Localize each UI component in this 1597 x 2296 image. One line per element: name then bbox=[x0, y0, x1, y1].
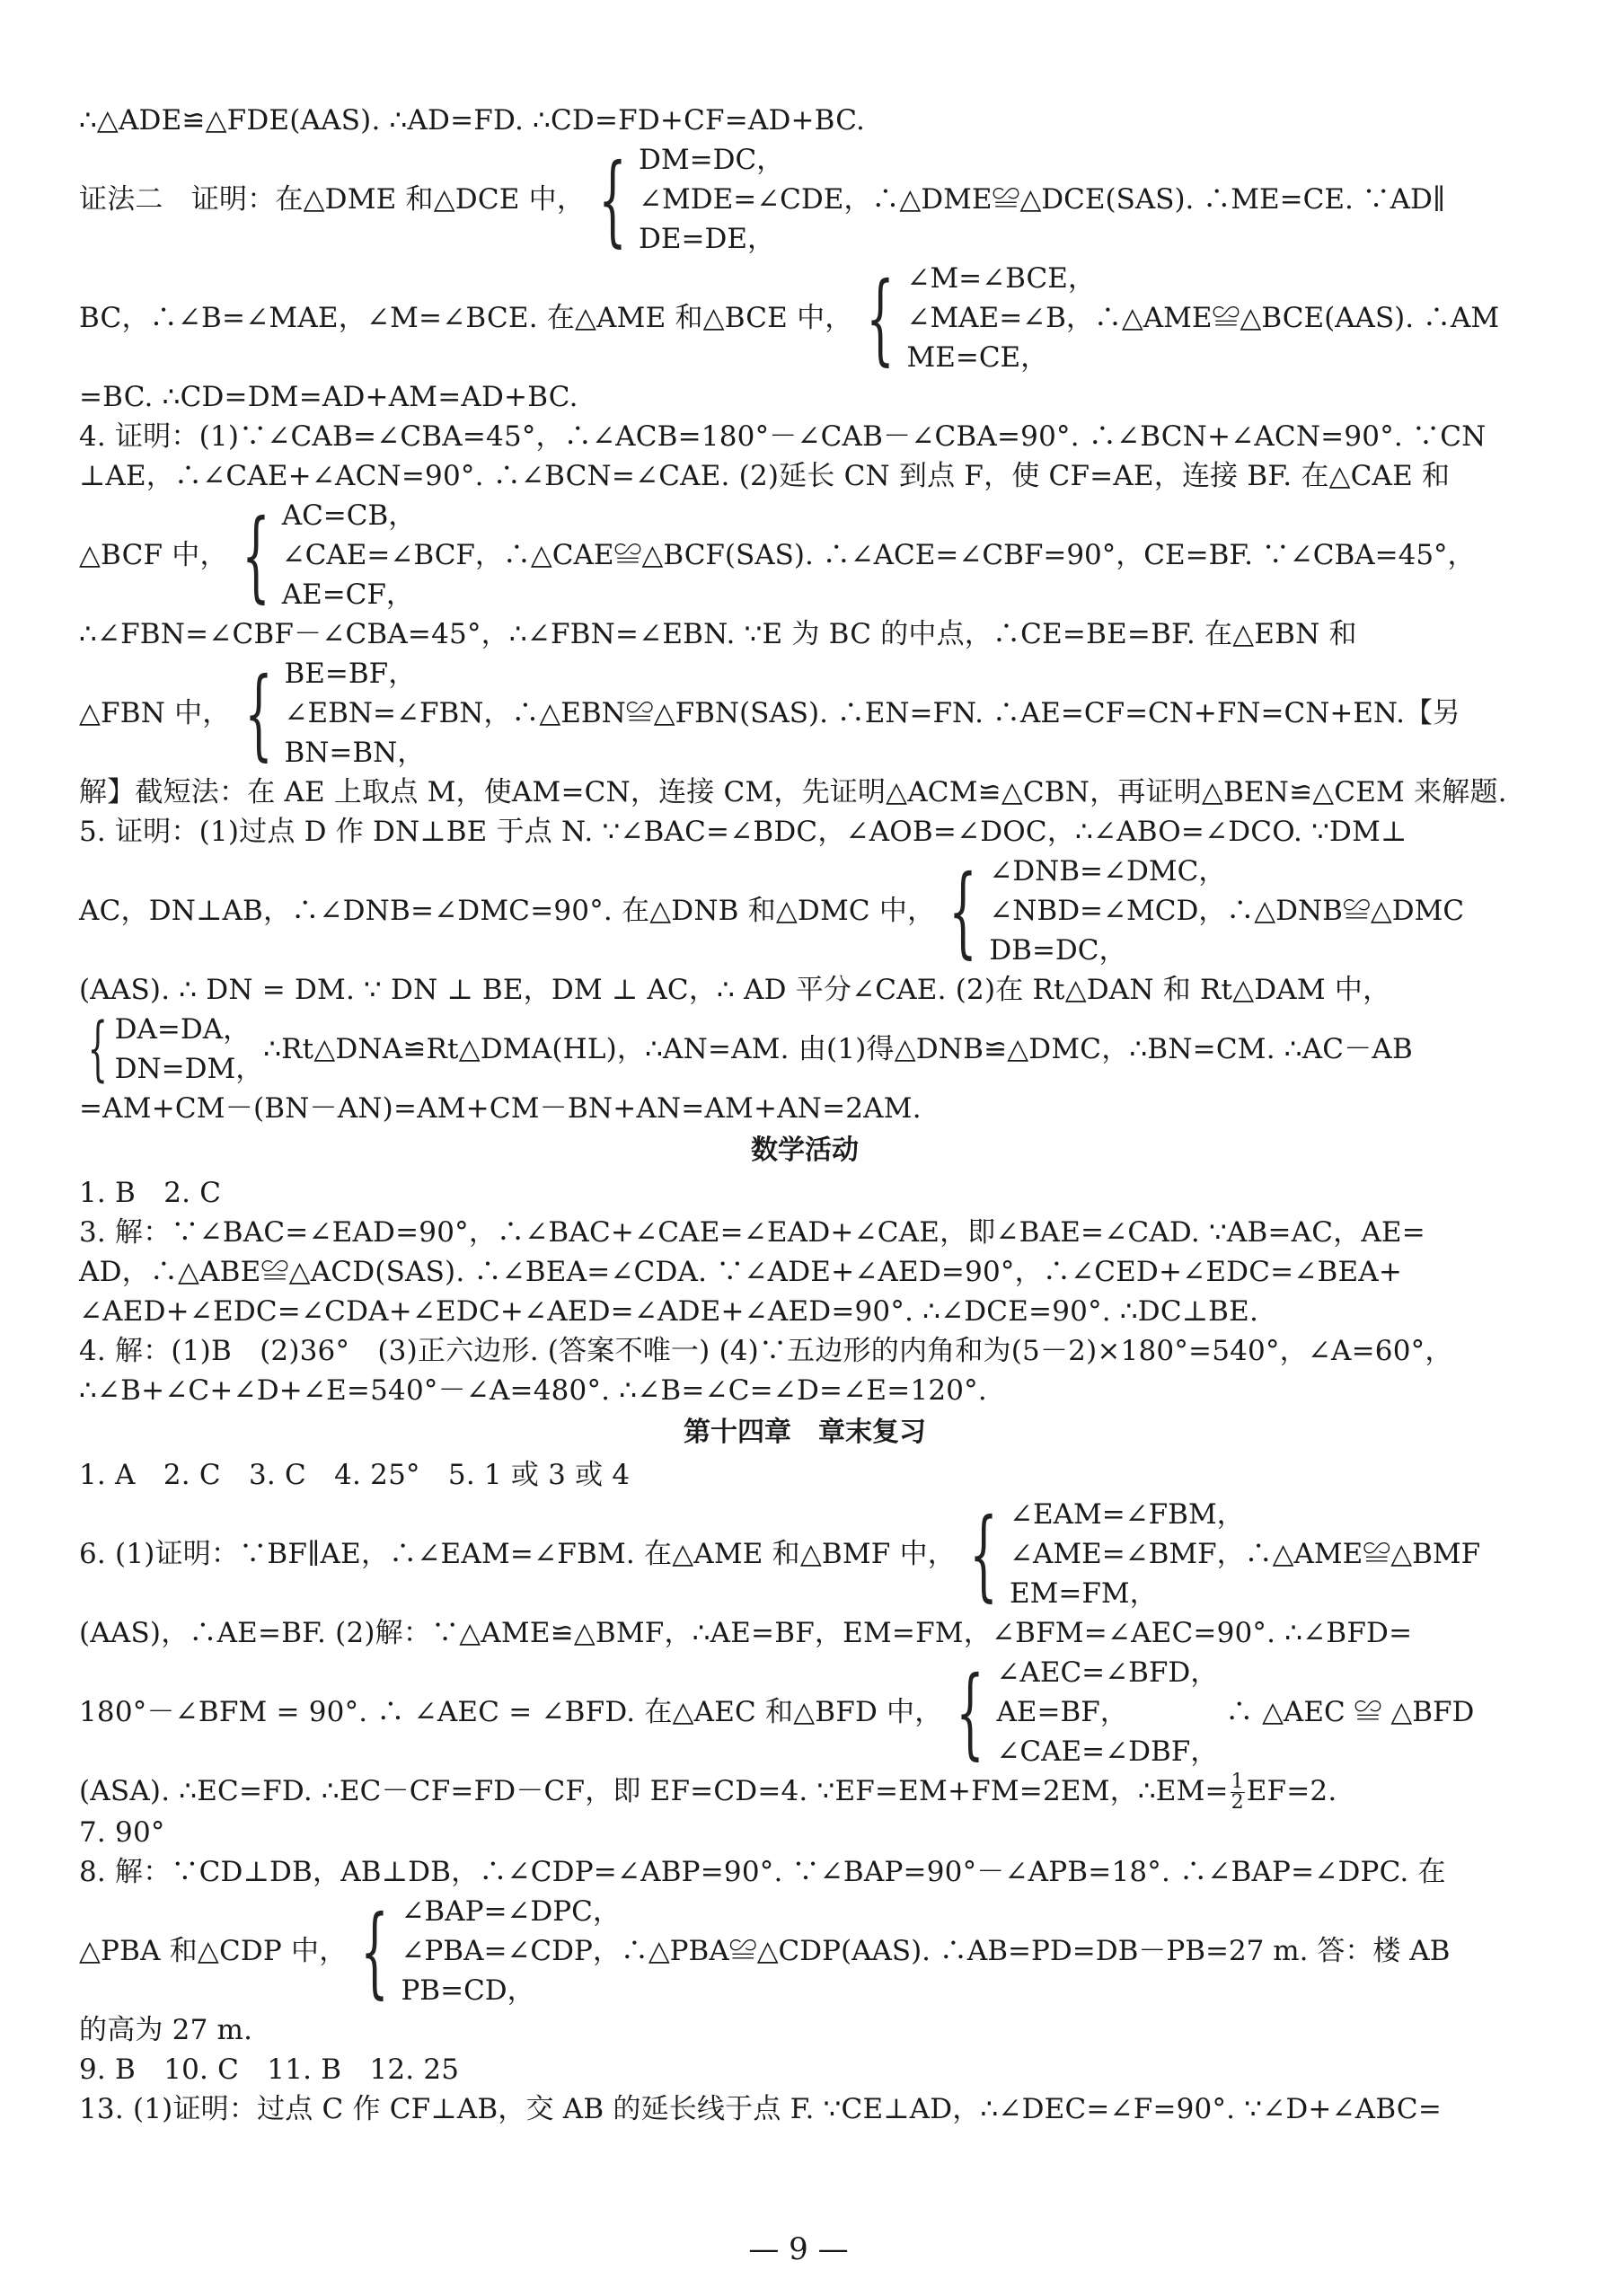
text-line: △BCF 中， bbox=[79, 539, 228, 571]
system-row: EM=FM， bbox=[1009, 1577, 1158, 1610]
proof-line-with-system bbox=[79, 1495, 1531, 1613]
text-line: ∴∠B+∠C+∠D+∠E=540°－∠A=480°. ∴∠B=∠C=∠D=∠E=120°. bbox=[79, 1374, 987, 1407]
equation-system bbox=[639, 140, 1445, 259]
system-row: ∠CAE=∠BCF，∴△CAE≌△BCF(SAS). ∴∠ACE=∠CBF=90°，CE=BF. ∵∠CBA=45°， bbox=[281, 539, 1476, 571]
system-row: ME=CE， bbox=[906, 341, 1049, 374]
text-line: 6. (1)证明：∵BF∥AE，∴∠EAM=∠FBM. 在△AME 和△BMF 中， bbox=[79, 1538, 956, 1570]
system-row: ∠MAE=∠B，∴△AME≌△BCE(AAS). ∴AM bbox=[906, 302, 1500, 334]
system-row: AE=BF， ∴ △AEC ≌ △BFD bbox=[996, 1696, 1475, 1728]
left-brace: { bbox=[948, 853, 978, 968]
left-brace: { bbox=[243, 656, 273, 771]
equation-system bbox=[115, 1010, 264, 1089]
equation-system bbox=[996, 1653, 1474, 1771]
text-line: 9. B 10. C 11. B 12. 25 bbox=[79, 2053, 460, 2086]
fraction-numerator: 1 bbox=[1231, 1771, 1244, 1793]
text-line-with-fraction bbox=[79, 1771, 1531, 1813]
proof-line-with-system bbox=[79, 1653, 1531, 1771]
text-line: BC，∴∠B=∠MAE，∠M=∠BCE. 在△AME 和△BCE 中， bbox=[79, 302, 853, 334]
text-line: 1. B 2. C bbox=[79, 1177, 222, 1209]
equation-system bbox=[401, 1892, 1450, 2010]
text-line: 5. 证明：(1)过点 D 作 DN⊥BE 于点 N. ∵∠BAC=∠BDC，∠AOB=∠DOC，∴∠ABO=∠DCO. ∵DM⊥ bbox=[79, 816, 1407, 848]
equation-system bbox=[285, 654, 1460, 773]
system-row: ∠EAM=∠FBM， bbox=[1009, 1498, 1245, 1531]
text-line: 4. 解：(1)B (2)36° (3)正六边形. (答案不唯一) (4)∵五边形的内角和为(5－2)×180°=540°，∠A=60°， bbox=[79, 1335, 1453, 1367]
text-line: AD，∴△ABE≌△ACD(SAS). ∴∠BEA=∠CDA. ∵∠ADE+∠AED=90°，∴∠CED+∠EDC=∠BEA+ bbox=[79, 1256, 1403, 1288]
system-row: AE=CF， bbox=[281, 578, 414, 611]
proof-line-with-system bbox=[79, 496, 1531, 614]
text-line: =BC. ∴CD=DM=AD+AM=AD+BC. bbox=[79, 381, 578, 413]
proof-line-with-system bbox=[79, 654, 1531, 773]
text-line: 证法二 证明：在△DME 和△DCE 中， bbox=[79, 183, 586, 216]
proof-line-with-system bbox=[79, 1010, 1531, 1089]
text-segment: EF=2. bbox=[1246, 1775, 1337, 1807]
left-brace: { bbox=[241, 498, 270, 613]
system-row: ∠BAP=∠DPC， bbox=[401, 1895, 621, 1928]
fraction-denominator: 2 bbox=[1231, 1791, 1244, 1814]
text-line: 7. 90° bbox=[79, 1816, 165, 1849]
system-row: AC=CB， bbox=[281, 499, 417, 532]
text-line: 3. 解：∵∠BAC=∠EAD=90°，∴∠BAC+∠CAE=∠EAD+∠CAE，即∠BAE=∠CAD. ∵AB=AC，AE= bbox=[79, 1216, 1425, 1249]
left-brace: { bbox=[598, 142, 627, 257]
proof-line-with-system bbox=[79, 140, 1531, 259]
text-line: ⊥AE，∴∠CAE+∠ACN=90°. ∴∠BCN=∠CAE. (2)延长 CN 到点 F，使 CF=AE，连接 BF. 在△CAE 和 bbox=[79, 460, 1451, 492]
text-line: 180°－∠BFM = 90°. ∴ ∠AEC = ∠BFD. 在△AEC 和△BFD 中， bbox=[79, 1696, 943, 1728]
left-brace: { bbox=[87, 1009, 108, 1090]
system-row: ∠AEC=∠BFD， bbox=[996, 1656, 1219, 1689]
system-row: BN=BN， bbox=[284, 737, 426, 769]
proof-line-with-system bbox=[79, 1892, 1531, 2010]
proof-line-with-system bbox=[79, 852, 1531, 970]
system-row: ∠EBN=∠FBN，∴△EBN≌△FBN(SAS). ∴EN=FN. ∴AE=CF=CN+FN=CN+EN.【另 bbox=[284, 697, 1460, 729]
text-line: 8. 解：∵CD⊥DB，AB⊥DB，∴∠CDP=∠ABP=90°. ∵∠BAP=90°－∠APB=18°. ∴∠BAP=∠DPC. 在 bbox=[79, 1856, 1446, 1888]
left-brace: { bbox=[866, 261, 896, 375]
text-line: 的高为 27 m. bbox=[79, 2014, 253, 2046]
text-line: ∴∠FBN=∠CBF－∠CBA=45°，∴∠FBN=∠EBN. ∵E 为 BC 的中点，∴CE=BE=BF. 在△EBN 和 bbox=[79, 618, 1357, 650]
system-row: ∠AME=∠BMF，∴△AME≌△BMF bbox=[1009, 1538, 1481, 1570]
system-row: ∠PBA=∠CDP，∴△PBA≌△CDP(AAS). ∴AB=PD=DB－PB=27 m. 答：楼 AB bbox=[401, 1935, 1451, 1967]
text-line: =AM+CM－(BN－AN)=AM+CM－BN+AN=AM+AN=2AM. bbox=[79, 1092, 922, 1125]
system-row: DE=DE， bbox=[639, 223, 775, 255]
left-brace: { bbox=[360, 1894, 390, 2009]
page-number: — 9 — bbox=[748, 2231, 849, 2267]
system-row: ∠NBD=∠MCD，∴△DNB≌△DMC bbox=[989, 895, 1465, 927]
system-row: DN=DM， bbox=[114, 1053, 264, 1085]
fraction bbox=[1231, 1772, 1245, 1813]
chapter-heading: 第十四章 章末复习 bbox=[684, 1417, 926, 1448]
left-brace: { bbox=[969, 1497, 998, 1612]
answer-page bbox=[79, 101, 1531, 2129]
text-line: 13. (1)证明：过点 C 作 CF⊥AB，交 AB 的延长线于点 F. ∵CE⊥AD，∴∠DEC=∠F=90°. ∵∠D+∠ABC= bbox=[79, 2093, 1443, 2125]
system-row: PB=CD， bbox=[401, 1974, 535, 2007]
text-line: 解】截短法：在 AE 上取点 M，使AM=CN，连接 CM，先证明△ACM≌△CBN，再证明△BEN≌△CEM 来解题. bbox=[79, 776, 1507, 808]
text-line: (AAS). ∴ DN = DM. ∵ DN ⊥ BE，DM ⊥ AC，∴ AD 平分∠CAE. (2)在 Rt△DAN 和 Rt△DAM 中， bbox=[79, 974, 1391, 1006]
system-row: BE=BF， bbox=[284, 658, 417, 690]
left-brace: { bbox=[956, 1655, 985, 1770]
system-row: DM=DC， bbox=[639, 144, 785, 176]
system-row: ∠M=∠BCE， bbox=[906, 262, 1096, 295]
text-line: △FBN 中， bbox=[79, 697, 231, 729]
system-row: DA=DA， bbox=[114, 1013, 251, 1046]
system-row: ∠DNB=∠DMC， bbox=[989, 855, 1227, 887]
proof-line-with-system bbox=[79, 259, 1531, 377]
text-line: ∴△ADE≌△FDE(AAS). ∴AD=FD. ∴CD=FD+CF=AD+BC. bbox=[79, 104, 866, 137]
text-line: ∴Rt△DNA≌Rt△DMA(HL)，∴AN=AM. 由(1)得△DNB≌△DMC，∴BN=CM. ∴AC－AB bbox=[263, 1033, 1413, 1065]
system-row: DB=DC， bbox=[989, 934, 1127, 967]
equation-system bbox=[906, 259, 1499, 377]
text-line: ∠AED+∠EDC=∠CDA+∠EDC+∠AED=∠ADE+∠AED=90°. ∴∠DCE=90°. ∴DC⊥BE. bbox=[79, 1295, 1258, 1328]
equation-system bbox=[282, 496, 1476, 614]
text-line: 1. A 2. C 3. C 4. 25° 5. 1 或 3 或 4 bbox=[79, 1459, 631, 1491]
text-line: 4. 证明：(1)∵∠CAB=∠CBA=45°，∴∠ACB=180°－∠CAB－∠CBA=90°. ∴∠BCN+∠ACN=90°. ∵CN bbox=[79, 420, 1487, 453]
text-segment: (ASA). ∴EC=FD. ∴EC－CF=FD－CF，即 EF=CD=4. ∵EF=EM+FM=2EM，∴EM= bbox=[79, 1775, 1229, 1807]
text-line: △PBA 和△CDP 中， bbox=[79, 1935, 348, 1967]
section-heading: 数学活动 bbox=[751, 1135, 859, 1166]
equation-system bbox=[1010, 1495, 1480, 1613]
system-row: ∠CAE=∠DBF， bbox=[996, 1735, 1219, 1768]
equation-system bbox=[989, 852, 1464, 970]
system-row: ∠MDE=∠CDE，∴△DME≌△DCE(SAS). ∴ME=CE. ∵AD∥ bbox=[639, 183, 1446, 216]
text-line: AC，DN⊥AB，∴∠DNB=∠DMC=90°. 在△DNB 和△DMC 中， bbox=[79, 895, 936, 927]
text-line: (AAS)，∴AE=BF. (2)解：∵△AME≌△BMF，∴AE=BF，EM=FM，∠BFM=∠AEC=90°. ∴∠BFD= bbox=[79, 1617, 1413, 1649]
